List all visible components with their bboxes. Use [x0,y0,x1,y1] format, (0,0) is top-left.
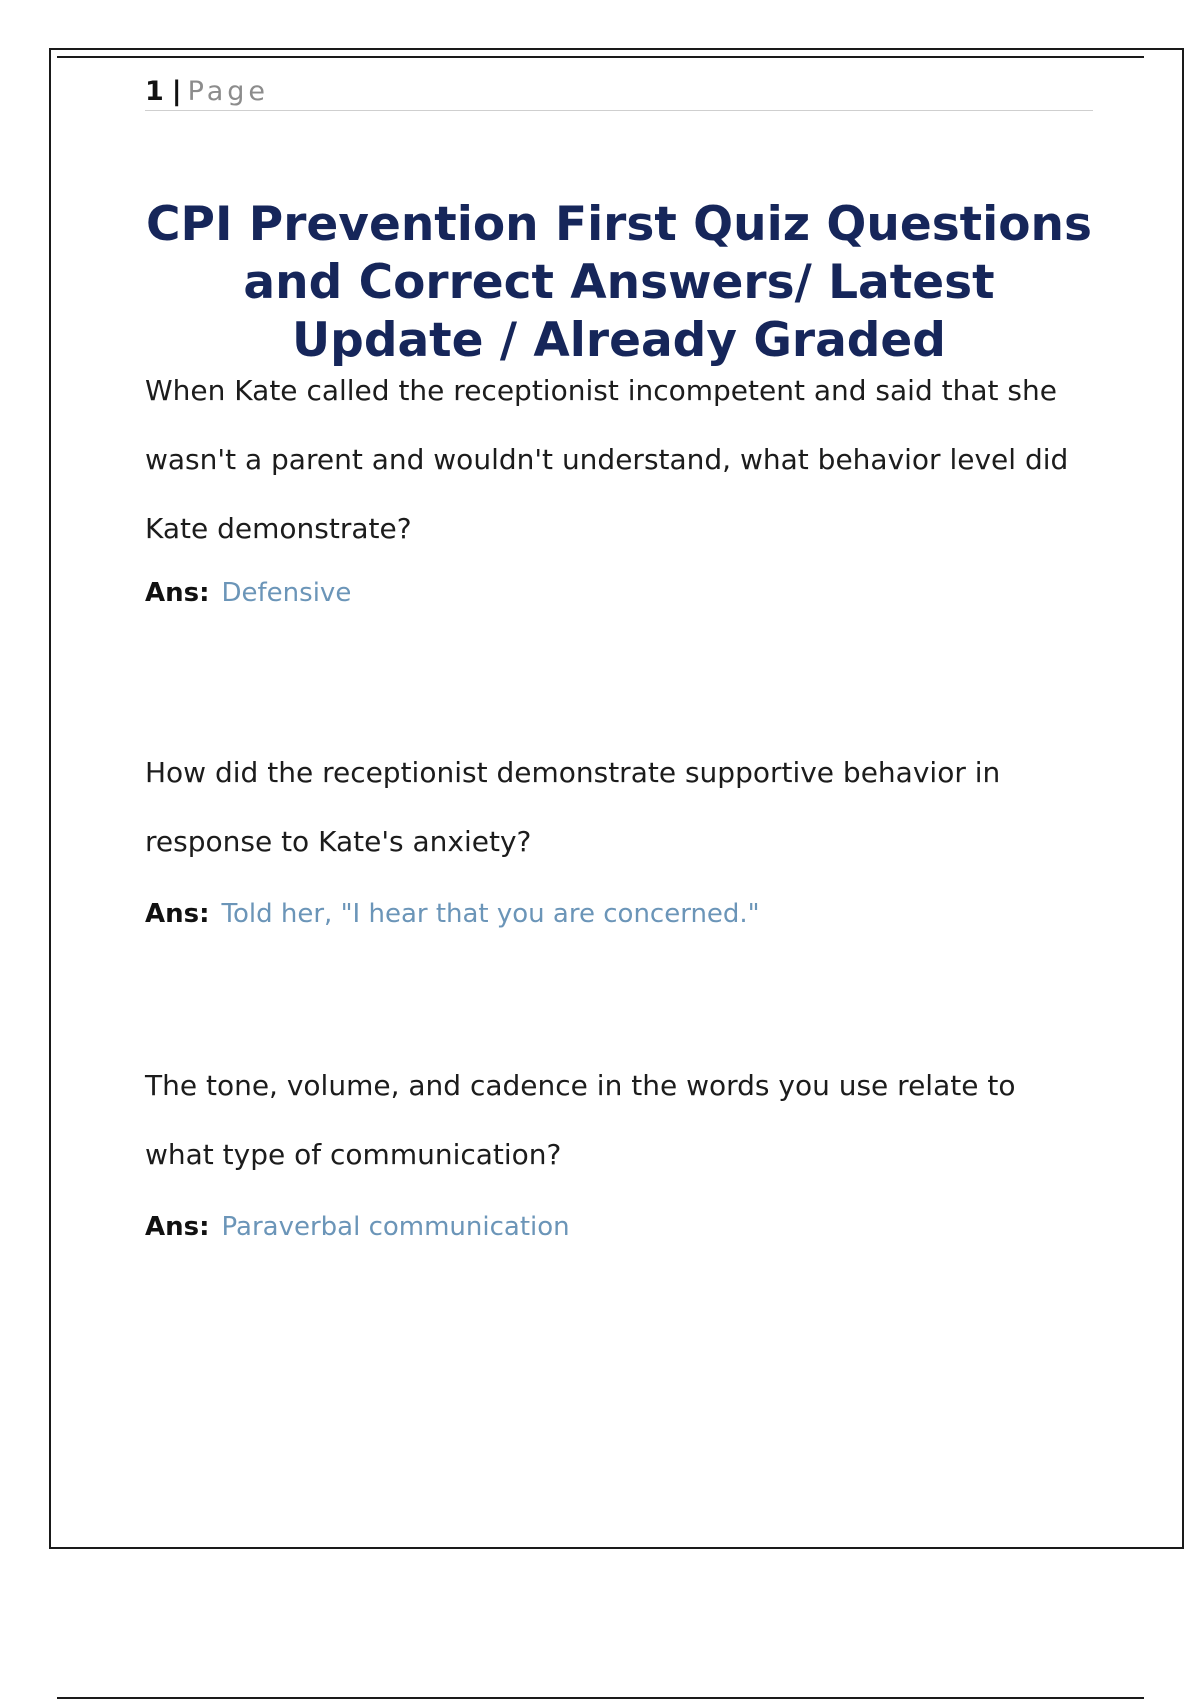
document-title: CPI Prevention First Quiz Questions and Correct Answers/ Latest Update / Already Graded [146,197,1092,368]
answer-line [145,1209,1093,1245]
answer-text: Told her, "I hear that you are concerned." [221,899,760,929]
qa-item [145,356,1093,611]
page-separator: | [171,76,182,107]
answer-line [145,896,1093,932]
answer-text: Defensive [221,578,352,608]
page-number: 1 [145,76,164,107]
answer-text: Paraverbal communication [221,1212,570,1242]
question-text: When Kate called the receptionist incompetent and said that she wasn't a parent and wouldn't understand, what behavior level did Kate demonstrate? [145,374,1069,545]
page-label: Page [187,76,270,107]
question-text: The tone, volume, and cadence in the words you use relate to what type of communication? [145,1069,1016,1171]
question-text: How did the receptionist demonstrate supportive behavior in response to Kate's anxiety? [145,756,1001,858]
top-rule [57,56,1144,58]
answer-label: Ans: [145,899,210,929]
answer-label: Ans: [145,1212,210,1242]
qa-item [145,738,1093,932]
page-header [145,74,1093,111]
bottom-rule [57,1697,1144,1699]
qa-item [145,1051,1093,1245]
answer-line [145,575,1093,611]
answer-label: Ans: [145,578,210,608]
